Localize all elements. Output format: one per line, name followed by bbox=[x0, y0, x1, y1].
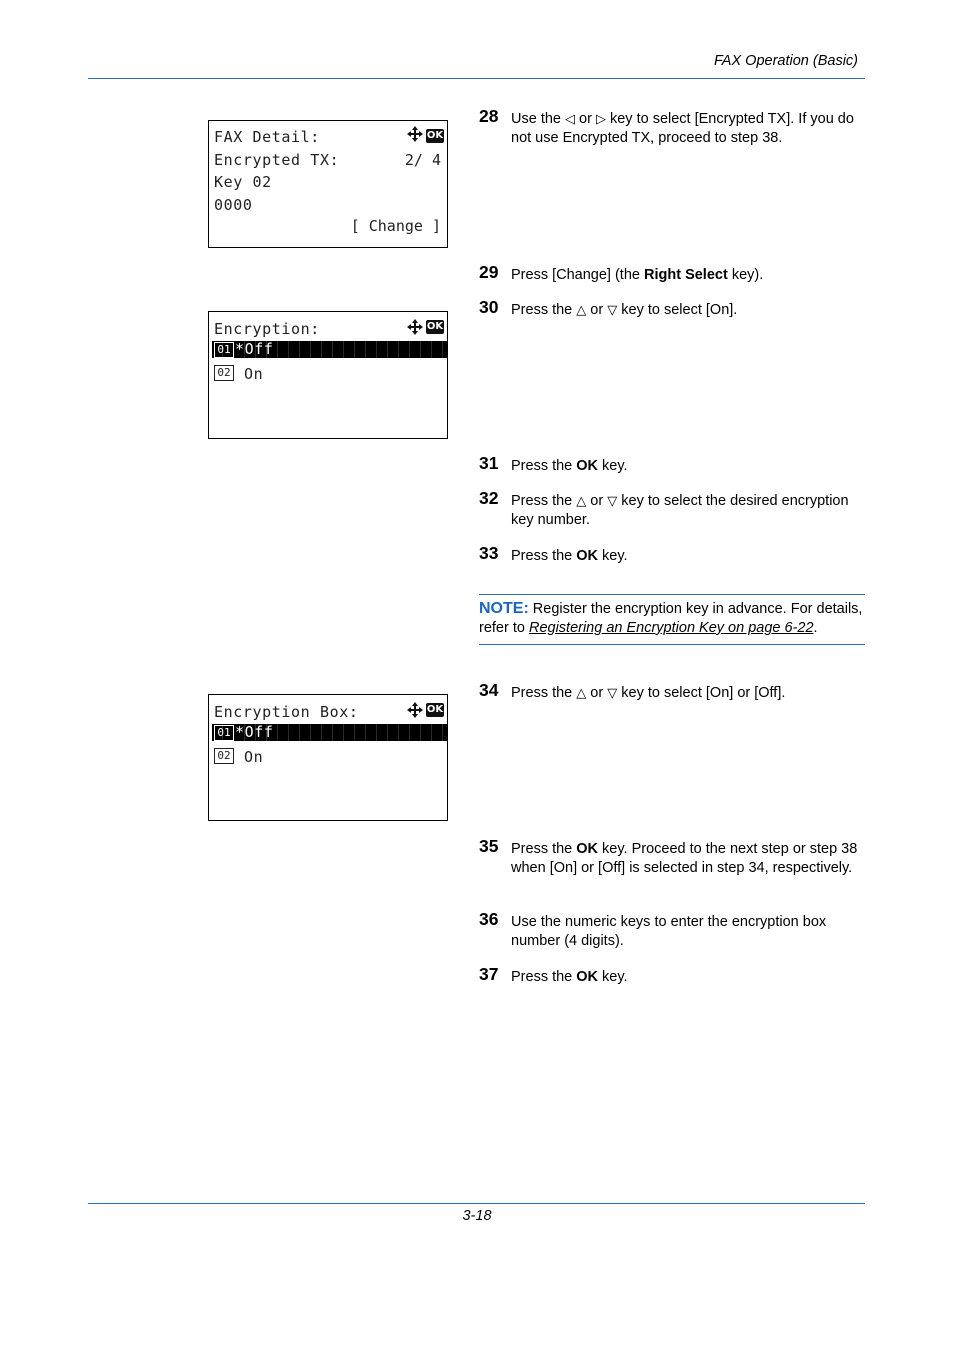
step-28 bbox=[479, 106, 869, 148]
step-number: 37 bbox=[479, 964, 499, 984]
ok-key-icon: OK bbox=[426, 321, 444, 332]
note-text: Register the encryption key in advance. For details, refer to bbox=[479, 601, 863, 636]
footer-rule bbox=[88, 1203, 865, 1204]
left-arrow-key-icon: ◁ bbox=[565, 112, 575, 127]
navigation-arrows-icon bbox=[407, 319, 423, 335]
option-number: 02 bbox=[214, 748, 234, 764]
step-number: 31 bbox=[479, 453, 499, 473]
step-33 bbox=[479, 543, 869, 566]
lcd-page-indicator: 2/ 4 bbox=[404, 151, 441, 169]
up-arrow-key-icon: △ bbox=[576, 494, 587, 509]
step-text: Press the OK key. Proceed to the next step or step 38 when [On] or [Off] is selected in step 34, respectively. bbox=[511, 841, 858, 876]
step-text: Press the △ or ▽ key to select [On]. bbox=[511, 302, 738, 318]
step-text: Press [Change] (the Right Select key). bbox=[511, 267, 764, 283]
lcd-encryption-box bbox=[208, 694, 448, 821]
lcd-encrypted-tx-label: Encrypted TX: bbox=[214, 151, 340, 169]
lcd-title: Encryption Box: bbox=[214, 703, 359, 721]
note-box: NOTE: Register the encryption key in advance. For details, refer to Registering an Encryption Key on page 6-22. bbox=[479, 594, 865, 645]
down-arrow-key-icon: ▽ bbox=[607, 686, 618, 701]
note-label: NOTE: bbox=[479, 600, 529, 617]
down-arrow-key-icon: ▽ bbox=[607, 494, 618, 509]
step-30 bbox=[479, 297, 869, 320]
step-37 bbox=[479, 964, 869, 987]
step-31 bbox=[479, 453, 869, 476]
header-rule bbox=[88, 78, 865, 79]
lcd-title: FAX Detail: bbox=[214, 128, 320, 146]
step-text: Press the △ or ▽ key to select the desired encryption key number. bbox=[511, 493, 849, 528]
page-number: 3-18 bbox=[462, 1208, 492, 1224]
step-36 bbox=[479, 909, 869, 951]
right-arrow-key-icon: ▷ bbox=[595, 112, 606, 127]
step-text: Press the OK key. bbox=[511, 458, 628, 474]
option-label-on: On bbox=[244, 365, 264, 383]
selected-option-off bbox=[212, 724, 447, 741]
step-number: 34 bbox=[479, 680, 499, 700]
step-number: 28 bbox=[479, 106, 499, 126]
step-text: Use the numeric keys to enter the encryption box number (4 digits). bbox=[511, 914, 827, 949]
selected-option-off bbox=[212, 341, 447, 358]
step-number: 32 bbox=[479, 488, 499, 508]
ok-key-icon: OK bbox=[426, 704, 444, 715]
step-number: 29 bbox=[479, 262, 499, 282]
step-text: Use the ◁ or ▷ key to select [Encrypted TX]. If you do not use Encrypted TX, proceed to step 38. bbox=[511, 111, 854, 146]
step-text: Press the OK key. bbox=[511, 969, 628, 985]
option-label: *Off bbox=[235, 723, 274, 741]
step-text: Press the △ or ▽ key to select [On] or [Off]. bbox=[511, 685, 786, 701]
cross-reference-link[interactable]: Registering an Encryption Key on page 6-22 bbox=[528, 620, 814, 636]
step-32 bbox=[479, 488, 869, 530]
page-header-title: FAX Operation (Basic) bbox=[714, 53, 858, 69]
option-label: *Off bbox=[235, 340, 274, 358]
navigation-arrows-icon bbox=[407, 126, 423, 142]
lcd-fax-detail bbox=[208, 120, 448, 248]
option-label-on: On bbox=[244, 748, 264, 766]
step-29 bbox=[479, 262, 869, 285]
step-number: 35 bbox=[479, 836, 499, 856]
option-number: 01 bbox=[214, 342, 234, 358]
ok-key-icon: OK bbox=[426, 130, 444, 141]
up-arrow-key-icon: △ bbox=[576, 303, 587, 318]
navigation-arrows-icon bbox=[407, 702, 423, 718]
step-34 bbox=[479, 680, 869, 703]
option-number: 01 bbox=[214, 725, 234, 741]
up-arrow-key-icon: △ bbox=[576, 686, 587, 701]
step-number: 30 bbox=[479, 297, 499, 317]
lcd-key-value: 0000 bbox=[214, 196, 253, 214]
down-arrow-key-icon: ▽ bbox=[607, 303, 618, 318]
step-number: 36 bbox=[479, 909, 499, 929]
step-number: 33 bbox=[479, 543, 499, 563]
lcd-encryption bbox=[208, 311, 448, 439]
lcd-key-row: Key 02 bbox=[214, 173, 272, 191]
step-35 bbox=[479, 836, 869, 878]
step-text: Press the OK key. bbox=[511, 548, 628, 564]
lcd-change-softkey: [ Change ] bbox=[350, 217, 441, 235]
lcd-title: Encryption: bbox=[214, 320, 320, 338]
option-number: 02 bbox=[214, 365, 234, 381]
